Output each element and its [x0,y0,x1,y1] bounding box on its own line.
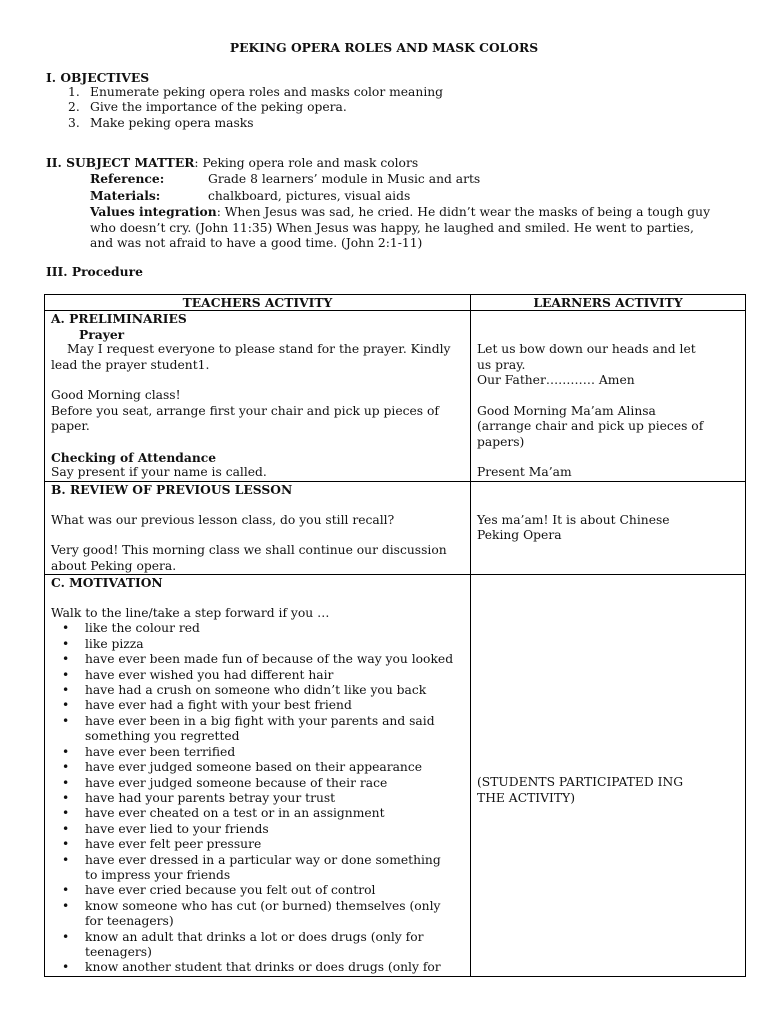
table-header-row [45,295,746,311]
motivation-list-item: • have ever felt peer pressure [85,837,464,852]
review-learner-cell: Yes ma’am! It is about Chinese Peking Opera [471,481,746,574]
subject-matter-line: II. SUBJECT MATTER: Peking opera role and mask colors [46,155,419,170]
motivation-list-item: • have ever dressed in a particular way or done something to impress your friends [85,853,464,884]
objectives-list [68,85,443,131]
page-title: PEKING OPERA ROLES AND MASK COLORS [229,40,539,55]
motivation-heading: C. MOTIVATION [51,575,163,591]
preliminaries-row [45,311,746,481]
motivation-list-item: • have ever cheated on a test or in an assignment [85,806,464,821]
preliminaries-teacher-cell: A. PRELIMINARIES Prayer May I request everyone to please stand for the prayer. Kindly lead the prayer student1. Good Morning class! Before you seat, arrange first your chair and pick up pieces of paper. Checking of Attendance Say present if your name is called. [45,311,471,481]
motivation-list-item: • have ever been made fun of because of the way you looked [85,652,464,667]
review-row [45,481,746,574]
review-heading: B. REVIEW OF PREVIOUS LESSON [51,481,293,497]
motivation-list-item: • have had a crush on someone who didn’t like you back [85,683,464,698]
motivation-list-item: • have ever lied to your friends [85,822,464,837]
motivation-row [45,575,746,977]
preliminaries-heading: A. PRELIMINARIES [51,311,187,327]
subject-matter-section [46,155,736,251]
prayer-label: Prayer [79,326,125,342]
materials-line: Materials: chalkboard, pictures, visual aids [90,187,411,203]
motivation-learner-cell: (STUDENTS PARTICIPATED ING THE ACTIVITY) [471,575,746,977]
attendance-label: Checking of Attendance [51,450,217,466]
motivation-list-item: • know someone who has cut (or burned) themselves (only for teenagers) [85,899,464,930]
motivation-list-item: • like pizza [85,637,464,652]
motivation-list-item: • have ever been terrified [85,745,464,760]
motivation-list-item: • know an adult that drinks a lot or does drugs (only for teenagers) [85,930,464,961]
motivation-list-item: • have ever had a fight with your best friend [85,698,464,713]
motivation-list-item: • have ever judged someone based on their appearance [85,760,464,775]
objective-item: 2. Give the importance of the peking opera. [68,100,347,115]
objective-item: 3. Make peking opera masks [68,115,254,130]
motivation-list-item: • know another student that drinks or does drugs (only for [85,960,464,975]
procedure-heading: III. Procedure [46,264,143,279]
preliminaries-learner-cell: Let us bow down our heads and let us pray. Our Father………… Amen Good Morning Ma’am Alinsa (arrange chair and pick up pieces of papers) Present Ma’am [471,311,746,481]
procedure-table [44,294,746,977]
review-teacher-cell: B. REVIEW OF PREVIOUS LESSON What was our previous lesson class, do you still recall? Very good! This morning class we shall continue our discussion about Peking opera. [45,481,471,574]
motivation-list-item: • have ever judged someone because of their race [85,776,464,791]
teachers-activity-header: TEACHERS ACTIVITY [45,295,471,311]
objectives-heading: I. OBJECTIVES [46,70,150,85]
reference-line: Reference: Grade 8 learners’ module in Music and arts [90,171,481,187]
objective-item: 1. Enumerate peking opera roles and masks color meaning [68,85,444,99]
motivation-teacher-cell: C. MOTIVATION Walk to the line/take a step forward if you … • like the colour red • like pizza • have ever been made fun of because of the way you looked • have ever wished you had different hair • have had a crush on someone who didn’t like you back • have ever had a fight with your best friend • have ever been in a big fight with your parents and said something you regretted • have ever been terrified • have ever judged someone based on their appearance • have ever judged someone because of their race • have had your parents betray your trust • have ever cheated on a test or in an assignment • have ever lied to your friends • have ever felt peer pressure • have ever dressed in a particular way or done something to impress your friends • have ever cried because you felt out of control • know someone who has cut (or burned) themselves (only for teenagers) • know an adult that drinks a lot or does drugs (only for teenagers) • know another student that drinks or does drugs (only for [45,575,471,977]
motivation-list-item: • have ever wished you had different hair [85,668,464,683]
motivation-list [51,621,464,975]
motivation-list-item: • like the colour red [85,621,464,636]
learners-activity-header: LEARNERS ACTIVITY [471,295,746,311]
motivation-list-item: • have ever been in a big fight with your parents and said something you regretted [85,714,464,745]
motivation-list-item: • have ever cried because you felt out of control [85,883,464,898]
motivation-list-item: • have had your parents betray your trust [85,791,464,806]
values-integration: Values integration: When Jesus was sad, he cried. He didn’t wear the masks of being a tough guy who doesn’t cry. (John 11:35) When Jesus was happy, he laughed and smiled. He went to parties, and was not afraid to have a good time. (John 2:1-11) [90,204,711,251]
